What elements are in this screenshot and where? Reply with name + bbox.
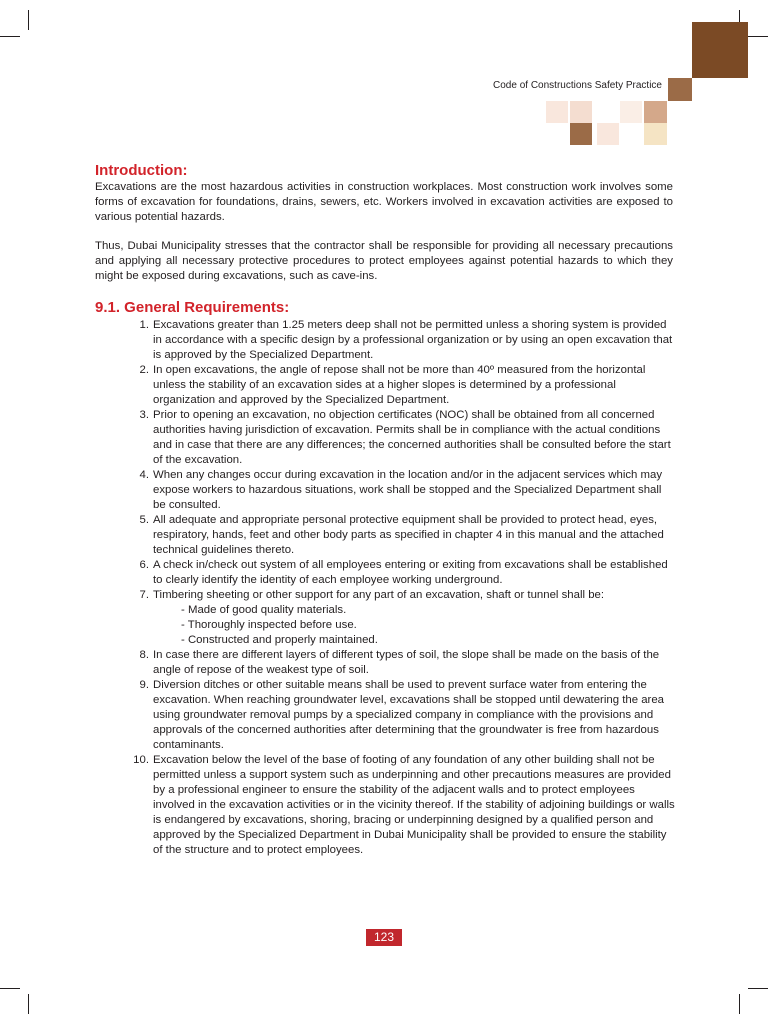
crop-mark-bottom-left-v bbox=[28, 994, 29, 1014]
list-item bbox=[95, 588, 675, 648]
intro-paragraph: Excavations are the most hazardous activities in construction workplaces. Most construction work involves some forms of excavation for foundations, drains, sewers, etc. Workers involved in excavation activities are exposed to various potential hazards. bbox=[95, 181, 673, 223]
sub-item: - Thoroughly inspected before use. bbox=[181, 619, 357, 631]
list-item bbox=[95, 408, 675, 468]
decor-square bbox=[668, 78, 692, 101]
crop-mark-bottom-right-v bbox=[739, 994, 740, 1014]
crop-mark-bottom-left-h bbox=[0, 988, 20, 989]
item-number: 9. bbox=[139, 679, 149, 691]
list-item bbox=[95, 678, 675, 753]
item-text: In open excavations, the angle of repose shall not be more than 40º measured from the horizontal unless the stability of an excavation sides at a higher slopes is determined by a professional organization and approved by the Specialized Department. bbox=[153, 364, 646, 406]
item-number: 2. bbox=[139, 364, 149, 376]
list-item bbox=[95, 363, 675, 408]
decor-square bbox=[546, 101, 568, 123]
crop-mark-top-right-h bbox=[748, 36, 768, 37]
decor-square bbox=[620, 101, 642, 123]
item-text: In case there are different layers of different types of soil, the slope shall be made on the basis of the angle of repose of the weakest type of soil. bbox=[153, 649, 660, 676]
crop-mark-top-left-h bbox=[0, 36, 20, 37]
section-heading: 9.1. General Requirements: bbox=[95, 299, 290, 316]
item-text: Diversion ditches or other suitable means shall be used to prevent surface water from entering the excavation. When reaching groundwater level, excavations shall be stopped until dewatering the area using groundwater removal pumps by a specialized company in compliance with the provisions and approvals of the concerned authorities after determining that the groundwater is free from hazardous contaminants. bbox=[153, 679, 664, 751]
item-number: 3. bbox=[139, 409, 149, 421]
decor-square bbox=[570, 123, 592, 145]
list-item bbox=[95, 318, 675, 363]
item-text: When any changes occur during excavation in the location and/or in the adjacent services which may expose workers to hazardous situations, work shall be stopped and the Specialized Department shall be consulted. bbox=[153, 469, 663, 511]
running-header: Code of Constructions Safety Practice bbox=[493, 80, 662, 91]
list-item bbox=[95, 648, 675, 678]
list-item bbox=[95, 558, 675, 588]
item-number: 10. bbox=[133, 754, 149, 766]
intro-paragraph: Thus, Dubai Municipality stresses that the contractor shall be responsible for providing all necessary precautions and applying all necessary protective procedures to protect employees against potential hazards to which they might be exposed during excavations, such as cave-ins. bbox=[95, 240, 673, 282]
requirements-list bbox=[95, 318, 675, 858]
crop-mark-bottom-right-h bbox=[748, 988, 768, 989]
item-text: Prior to opening an excavation, no objection certificates (NOC) shall be obtained from all concerned authorities having jurisdiction of excavation. Permits shall be in compliance with the actual conditions and in case that there are any differences; the concerned authorities shall be consulted before the start of the excavation. bbox=[153, 409, 671, 466]
sub-item: - Made of good quality materials. bbox=[181, 604, 347, 616]
crop-mark-top-left-v bbox=[28, 10, 29, 30]
page-number: 123 bbox=[366, 929, 402, 946]
decor-square bbox=[644, 123, 667, 145]
list-item bbox=[95, 753, 675, 858]
decor-square bbox=[597, 123, 619, 145]
list-item bbox=[95, 513, 675, 558]
sub-item: - Constructed and properly maintained. bbox=[181, 634, 378, 646]
item-number: 6. bbox=[139, 559, 149, 571]
intro-heading: Introduction: bbox=[95, 162, 188, 179]
decor-square-large bbox=[692, 22, 748, 78]
item-number: 4. bbox=[139, 469, 149, 481]
item-number: 8. bbox=[139, 649, 149, 661]
item-number: 7. bbox=[139, 589, 149, 601]
item-number: 1. bbox=[139, 319, 149, 331]
decor-square bbox=[570, 101, 592, 123]
item-text: Excavation below the level of the base of footing of any foundation of any other building shall not be permitted unless a support system such as underpinning and other precautions measures are provided by a professional engineer to ensure the stability of the adjacent walls and to protect employees involved in the excavation activities or in the vicinity thereof. If the stability of adjoining buildings or walls is endangered by excavations, shoring, bracing or underpinning designed by a qualified person and approved by the Specialized Department in Dubai Municipality shall be provided to ensure the stability of the structure and to protect employees. bbox=[153, 754, 675, 856]
item-text: Excavations greater than 1.25 meters deep shall not be permitted unless a shoring system is provided in accordance with a specific design by a professional organization or by using an open excavation that is approved by the Specialized Department. bbox=[153, 319, 673, 361]
item-number: 5. bbox=[139, 514, 149, 526]
item-text: A check in/check out system of all employees entering or exiting from excavations shall be established to clearly identify the identity of each employee working underground. bbox=[153, 559, 668, 586]
item-text: All adequate and appropriate personal protective equipment shall be provided to protect head, eyes, respiratory, hands, feet and other body parts as specified in chapter 4 in this manual and the attached technical guidelines thereto. bbox=[153, 514, 664, 556]
decor-square bbox=[644, 101, 667, 123]
list-item bbox=[95, 468, 675, 513]
item-text: Timbering sheeting or other support for any part of an excavation, shaft or tunnel shall be: bbox=[153, 589, 605, 601]
